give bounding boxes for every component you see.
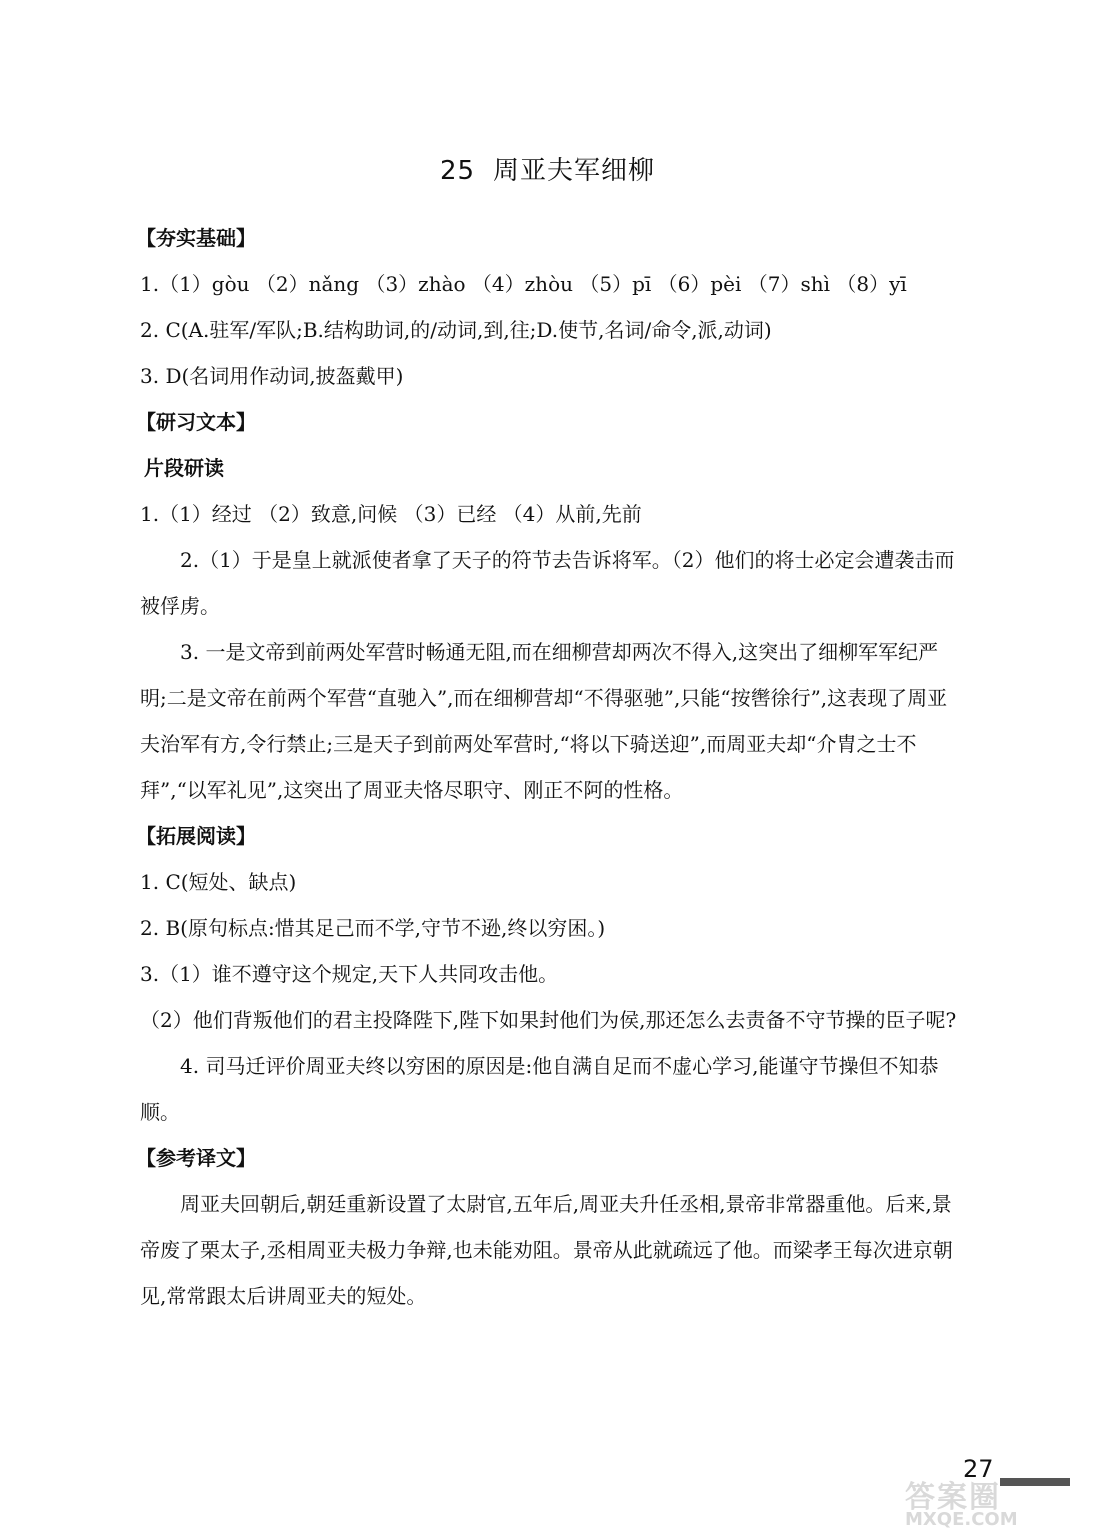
section-translation: 【参考译文】 bbox=[136, 1146, 256, 1170]
watermark-logo bbox=[905, 1482, 1085, 1532]
watermark-url: MXQE.COM bbox=[905, 1509, 1018, 1530]
study-item-1: 1.（1）经过 （2）致意,问候 （3）已经 （4）从前,先前 bbox=[140, 502, 642, 526]
foundation-item-3: 3. D(名词用作动词,披盔戴甲) bbox=[140, 364, 404, 388]
foundation-item-1: 1.（1）gòu （2）nǎng （3）zhào （4）zhòu （5）pī （6）pèi （7）shì （8）yī bbox=[140, 272, 907, 296]
section-study: 【研习文本】 bbox=[136, 410, 256, 434]
watermark-cn: 答案圈 bbox=[905, 1480, 1001, 1515]
section-extend: 【拓展阅读】 bbox=[136, 824, 256, 848]
section-foundation: 【夯实基础】 bbox=[136, 226, 256, 250]
extend-item-3: 3.（1）谁不遵守这个规定,天下人共同攻击他。 bbox=[140, 962, 559, 986]
translation-text: 周亚夫回朝后,朝廷重新设置了太尉官,五年后,周亚夫升任丞相,景帝非常器重他。后来,景帝废了栗太子,丞相周亚夫极力争辩,也未能劝阻。景帝从此就疏远了他。而梁孝王每次进京朝见,常常跟太后讲周亚夫的短处。 bbox=[140, 1192, 953, 1308]
page-number: 27 bbox=[963, 1455, 994, 1483]
extend-item-3-2: （2）他们背叛他们的君主投降陛下,陛下如果封他们为侯,那还怎么去责备不守节操的臣子呢? bbox=[140, 1008, 957, 1032]
subsection-fragment-reading: 片段研读 bbox=[144, 456, 224, 480]
lesson-title: 周亚夫军细柳 bbox=[493, 156, 656, 186]
lesson-number: 25 bbox=[439, 156, 476, 186]
page-title bbox=[0, 150, 1095, 187]
foundation-item-2: 2. C(A.驻军/军队;B.结构助词,的/动词,到,往;D.使节,名词/命令,派,动词) bbox=[140, 318, 772, 342]
study-item-2: 2.（1）于是皇上就派使者拿了天子的符节去告诉将军。（2）他们的将士必定会遭袭击而被俘虏。 bbox=[140, 548, 955, 618]
extend-item-1: 1. C(短处、缺点) bbox=[140, 870, 297, 894]
study-item-3: 3. 一是文帝到前两处军营时畅通无阻,而在细柳营却两次不得入,这突出了细柳军军纪严明;二是文帝在前两个军营“直驰入”,而在细柳营却“不得驱驰”,只能“按辔徐行”,这表现了周亚夫治军有方,令行禁止;三是天子到前两处军营时,“将以下骑送迎”,而周亚夫却“介胄之士不拜”,“以军礼见”,这突出了周亚夫恪尽职守、刚正不阿的性格。 bbox=[140, 640, 948, 802]
extend-item-4: 4. 司马迁评价周亚夫终以穷困的原因是:他自满自足而不虚心学习,能谨守节操但不知恭顺。 bbox=[140, 1054, 939, 1124]
extend-item-2: 2. B(原句标点:惜其足己而不学,守节不逊,终以穷困。) bbox=[140, 916, 606, 940]
answer-content bbox=[136, 215, 960, 1319]
